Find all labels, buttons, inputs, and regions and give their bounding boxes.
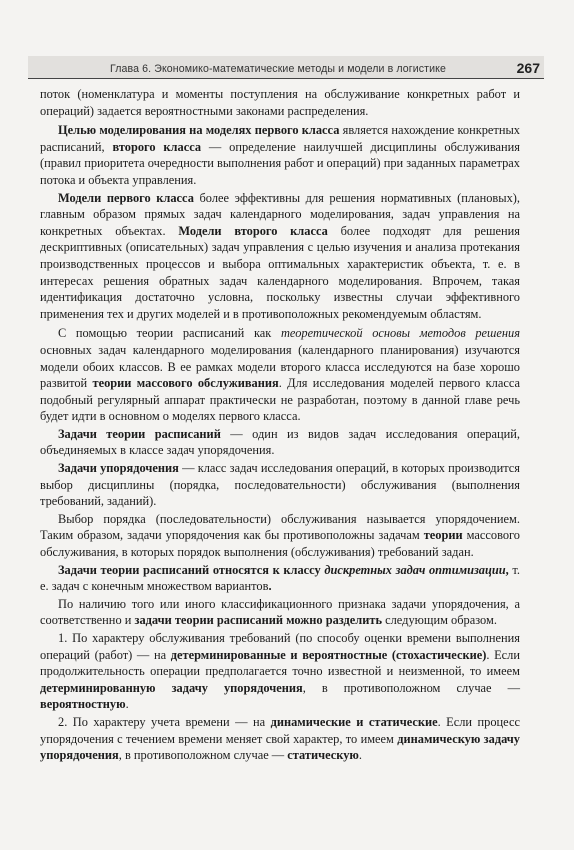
paragraph-2 [40,122,520,188]
text-run: массового обслуживания, в которых порядок выполнения (обслуживания) требований задан. [40,528,520,560]
text-run: По наличию того или иного классификационного признака задачи упорядочения, а соответственно и [40,596,520,628]
text-run: т. е. задач с конечным множеством вариантов [40,562,521,594]
paragraph-9 [40,596,520,629]
text-run: является нахождение конкретных расписаний, [40,123,520,154]
text-run: . Если продолжительность операции предполагается точно известной и неизменной, то имеем [40,647,520,679]
term-bold: второго класса [112,139,202,154]
text-run: — один из видов задач исследования операций, объединяемых в классе задач упорядочения. [40,426,520,458]
text-run: . Для исследования моделей первого класса подобный регулярный аппарат практически не разработан, поэтому в данной главе речь будет идти в основном о моделях первого класса. [40,376,521,424]
text-run: — класс задач исследования операций, в которых производится выбор дисциплины (порядка, последовательности) обслуживания (выполнения требований, заданий). [40,461,520,509]
text-run: . Если процесс упорядочения с течением времени меняет свой характер, то имеем [40,714,520,746]
term-bold: Целью моделирования на моделях первого класса [58,123,340,138]
paragraph-1 [40,86,520,119]
text-run: следующим образом. [382,613,497,628]
paragraph-6 [40,460,520,510]
paragraph-3 [40,190,520,323]
text-run: , в противоположном случае — [118,748,288,763]
term-bold: динамические и статические [270,714,438,729]
text-run: — определение наилучшей дисциплины обслуживания (правил приоритета очередности выполнения работ и операций) при заданных параметрах потока и объекта управления. [40,139,520,187]
term-bold: Задачи теории расписаний относятся к классу [58,562,325,577]
term-bold: , [505,562,509,577]
term-bold: Модели второго класса [178,223,328,238]
text-run: С помощью теории расписаний как [58,326,281,341]
page-number: 267 [516,60,540,76]
text-run: поток (номенклатура и моменты поступления на обслуживание конкретных работ и операций) задается вероятностными законами распределения. [40,87,520,118]
term-bold: Модели первого класса [58,190,194,205]
text-run: Выбор порядка (последовательности) обслуживания называется упорядочением. Таким образом, задачи упорядочения как бы противоположны задачам [40,511,520,543]
paragraph-8 [40,562,520,595]
text-run: 1. По характеру обслуживания требований (по способу оценки времени выполнения операций (работ) — на [40,631,520,662]
text-run: более подходят для решения дескриптивных (описательных) задач управления с целью изучения и анализа протекания производственных процессов и выбора оптимальных характеристик объекта, т. е. в интересах решения обратных задач календарного моделирования. Впрочем, такая идентификация достаточно условна, поскольку известны случаи эффективного применения тех и других моделей и в противоположных рекомендуемым областям. [40,223,520,321]
page-body [40,86,520,765]
term-bold: Задачи упорядочения [58,461,179,476]
term-bold: Задачи теории расписаний [58,426,221,441]
paragraph-5 [40,426,520,459]
text-run: , в противоположном случае — [302,680,521,695]
text-run: более эффективны для решения нормативных (плановых), главным образом прямых задач календарного моделирования, задач управления на конкретных объектах. [40,190,520,238]
term-bold: теории [423,528,463,543]
term-bold: теории массового обслуживания [92,376,279,391]
term-bold: детерминированные и вероятностные (стохастические) [170,647,487,662]
paragraph-11 [40,714,520,764]
term-bold: детерминированную задачу упорядочения [40,680,303,695]
term-bold: . [268,579,272,594]
text-run: . [358,748,362,763]
text-run: 2. По характеру учета времени — на [58,714,271,729]
term-bold-italic: дискретных задач оптимизации [324,562,506,577]
text-run: основных задач календарного моделирования (календарного планирования) изучаются модели обоих классов. В ее рамках модели второго класса исследуются на базе хорошо развитой [40,342,520,391]
term-bold: статическую [287,748,359,763]
paragraph-7 [40,511,520,561]
chapter-title: Глава 6. Экономико-математические методы и модели в логистике [110,63,446,75]
term-bold: задачи теории расписаний можно разделить [134,613,383,628]
paragraph-10 [40,630,520,713]
text-run: . [125,697,129,712]
term-bold: динамическую задачу упорядочения [40,731,520,763]
paragraph-4 [40,325,520,425]
term-italic: теоретической основы методов решения [280,326,521,341]
running-header [28,56,544,79]
term-bold: вероятностную [40,697,126,712]
